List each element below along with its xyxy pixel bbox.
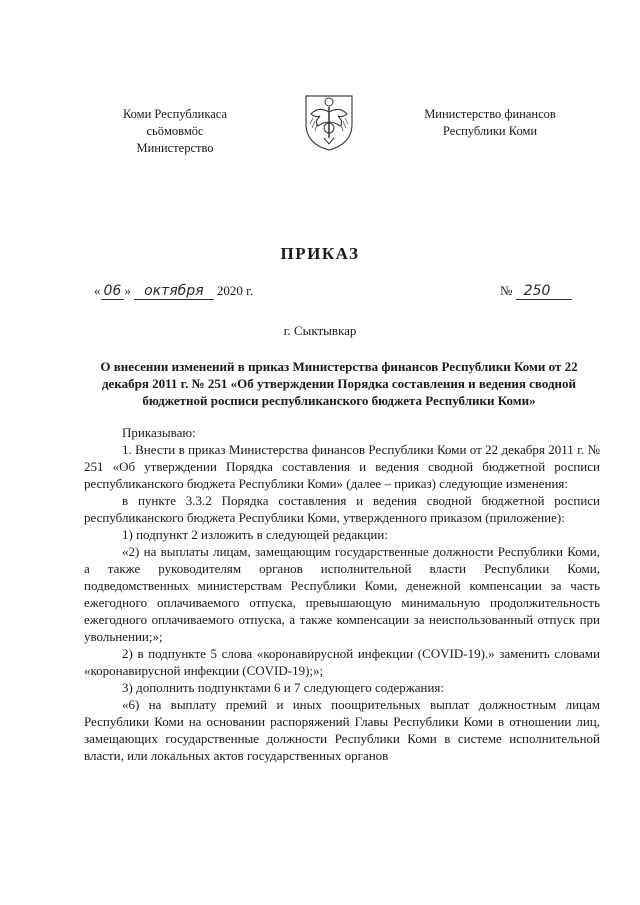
header-left-line: Коми Республикаса <box>122 107 228 121</box>
order-number <box>500 283 572 299</box>
coat-of-arms-icon <box>296 88 362 154</box>
order-heading: О внесении изменений в приказ Министерства финансов Республики Коми от 22 декабря 2011 г. № 251 «Об утверждении Порядка составления и ведения сводной бюджетной росписи республиканского бюджета Республики Коми» <box>100 359 578 408</box>
date-year: 2020 г. <box>216 283 254 298</box>
number-value: 250 <box>516 283 573 300</box>
paragraph: 2) в подпункте 5 слова «коронавирусной инфекции (COVID-19).» заменить словами «коронавирусной инфекции (COVID-19);»; <box>84 646 600 678</box>
order-date <box>94 283 253 299</box>
date-day: 06 <box>101 283 125 300</box>
header-left-block <box>100 106 250 157</box>
paragraph: Приказываю: <box>122 425 196 440</box>
number-label: № <box>500 283 513 298</box>
date-open-quote: « <box>94 283 101 298</box>
date-month: октября <box>134 283 214 300</box>
paragraph: 3) дополнить подпунктами 6 и 7 следующего содержания: <box>122 680 445 695</box>
paragraph: «2) на выплаты лицам, замещающим государственные должности Республики Коми, а также руководителям органов исполнительной власти Республики Коми, подведомственных министерствам Республики Коми, денежной компенсации за часть ежегодного оплачиваемого отпуска, превышающую минимальную продолжительность ежегодного оплачиваемого отпуска, а также компенсации за неиспользованный отпуск при увольнении;»; <box>84 544 600 644</box>
paragraph: в пункте 3.3.2 Порядка составления и ведения сводной бюджетной росписи республиканского бюджета Республики Коми, утвержденного приказом (приложение): <box>84 493 600 525</box>
header-right-line: Республики Коми <box>442 124 538 138</box>
order-body <box>84 424 600 764</box>
header-left-line: Министерство <box>136 141 214 155</box>
city: г. Сыктывкар <box>283 323 357 338</box>
date-close-quote: » <box>124 283 131 298</box>
header-right-block <box>395 106 585 140</box>
header-right-line: Министерство финансов <box>424 107 556 121</box>
paragraph: 1) подпункт 2 изложить в следующей редакции: <box>122 527 388 542</box>
document-title: ПРИКАЗ <box>280 244 360 263</box>
paragraph: 1. Внести в приказ Министерства финансов Республики Коми от 22 декабря 2011 г. № 251 «Об утверждении Порядка составления и ведения сводной бюджетной росписи республиканского бюджета Республики Коми» (далее – приказ) следующие изменения: <box>84 442 600 491</box>
paragraph: «6) на выплату премий и иных поощрительных выплат должностным лицам Республики Коми на основании распоряжений Главы Республики Коми в отношении лиц, замещающих государственные должности Республики Коми в системе исполнительной власти, или локальных актов государственных органов <box>84 697 600 763</box>
header-left-line: сьӧмовмӧс <box>146 124 204 138</box>
